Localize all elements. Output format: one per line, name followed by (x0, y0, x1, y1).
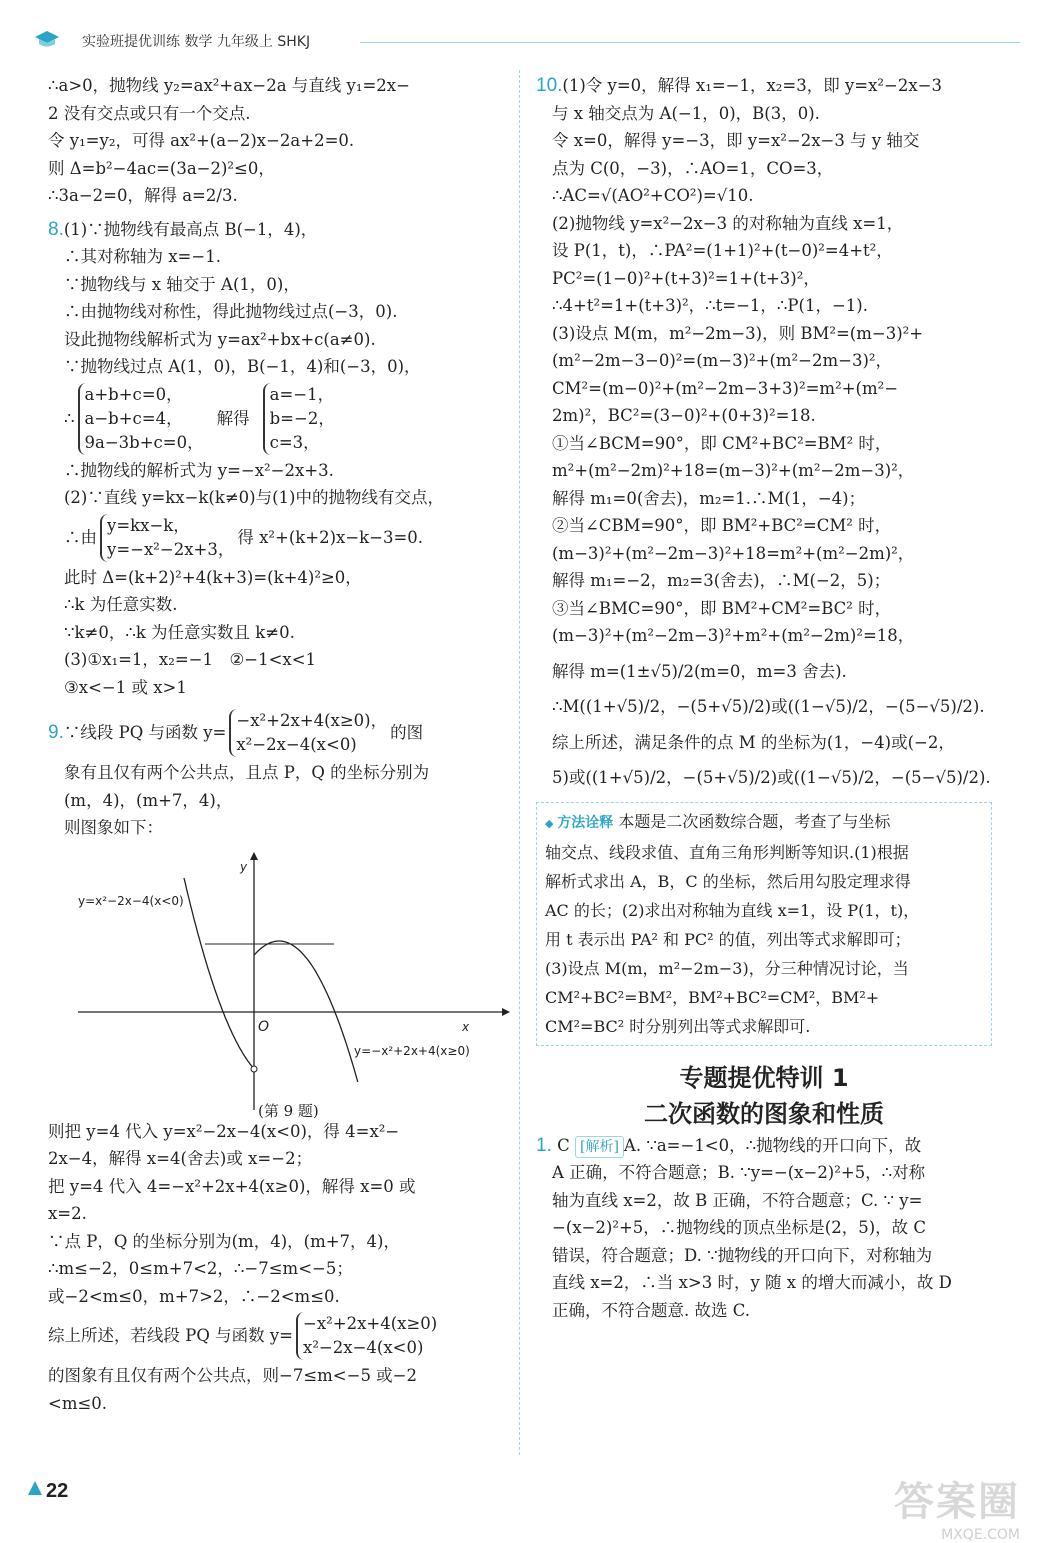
text-line: −(x−2)²+5，∴抛物线的顶点坐标是(2，5)，故 C (552, 1218, 927, 1237)
method-explanation-box (536, 802, 992, 1046)
question-8 (48, 216, 510, 702)
topic-line-2: 二次函数的图象和性质 (644, 1099, 884, 1128)
watermark (850, 1470, 1020, 1543)
y-axis-label: y (240, 859, 248, 874)
equation: −x²+2x+4(x≥0)， (236, 711, 388, 730)
right-curve-label: y=−x²+2x+4(x≥0) (354, 1043, 470, 1058)
text-line: 设 P(1，t)，∴PA²=(1+1)²+(t−0)²=4+t²， (552, 241, 893, 260)
text-line: ∴4+t²=1+(t+3)²，∴t=−1，∴P(1，−1). (552, 296, 868, 315)
left-parabola (184, 878, 254, 1069)
question-number: 8. (48, 218, 64, 240)
figure-caption: (第 9 题) (258, 1101, 319, 1120)
text-line: 解得 m=(1±√5)/2(m=0，m=3 舍去). (552, 661, 847, 681)
text-line: (3)①x₁=1，x₂=−1 ②−1<x<1 (64, 650, 317, 669)
piecewise-brace (229, 709, 387, 757)
page-number: 22 (28, 1480, 68, 1503)
text-line: 轴交点、线段求值、直角三角形判断等知识.(1)根据 (545, 842, 909, 862)
left-curve-label: y=x²−2x−4(x<0) (78, 893, 184, 908)
text-line: 解析式求出 A，B，C 的坐标，然后用勾股定理求得 (545, 871, 911, 891)
text-line: 则 Δ=b²−4ac=(3a−2)²≤0， (48, 158, 275, 178)
equation-system: ∴ a+b+c=0， a−b+c=4， 9a−3b+c=0， 解得 a=−1， b=−2， c=3， (48, 383, 510, 455)
method-badge: ◆ 方法诠释 (545, 809, 613, 838)
text-line: ∴a>0，抛物线 y₂=ax²+ax−2a 与直线 y₁=2x− (48, 76, 410, 95)
text-line: 轴为直线 x=2，故 B 正确，不符合题意；C. ∵ y= (552, 1190, 923, 1210)
text-line: ②当∠CBM=90°，即 BM²+BC²=CM² 时， (552, 516, 892, 535)
text-line: 综上所述，满足条件的点 M 的坐标为(1，−4)或(−2， (552, 732, 955, 752)
system-brace (100, 514, 234, 562)
text-line: ∵点 P，Q 的坐标分别为(m，4)，(m+7，4)， (48, 1231, 400, 1251)
topic-line-1: 专题提优特训 1 (679, 1063, 849, 1092)
equation: a+b+c=0， (84, 384, 183, 404)
question-number: 1. (536, 1134, 552, 1156)
equation: b=−2， (269, 408, 335, 428)
open-point (251, 1066, 257, 1072)
text-line: (2)∵直线 y=kx−k(k≠0)与(1)中的抛物线有交点， (64, 488, 444, 507)
text-line: AC 的长；(2)求出对称轴为直线 x=1，设 P(1，t)， (545, 900, 920, 920)
text-line: 错误，符合题意；D. ∵抛物线的开口向下，对称轴为 (552, 1245, 933, 1265)
text-line: ∵抛物线过点 A(1，0)，B(−1，4)和(−3，0)， (64, 357, 421, 376)
piecewise-intro (48, 709, 510, 757)
equation: −x²+2x+4(x≥0) (303, 1314, 438, 1333)
text-line: (m−3)²+(m²−2m−3)²+18=m²+(m²−2m)²， (552, 543, 915, 563)
header-title: 实验班提优训练 数学 九年级上 SHKJ (82, 34, 311, 50)
equation: a−b+c=4， (84, 408, 183, 428)
text-line: (2)抛物线 y=x²−2x−3 的对称轴为直线 x=1， (552, 213, 904, 233)
text-line: 解得 m₁=−2，m₂=3(舍去)，∴M(−2，5)； (552, 571, 891, 590)
answer: C (557, 1135, 570, 1155)
text-line: 直线 x=2，∴当 x>3 时，y 随 x 的增大而减小，故 D (552, 1273, 952, 1292)
text-line: 2m)²，BC²=(3−0)²+(0+3)²=18. (552, 406, 816, 425)
system-brace (78, 383, 204, 455)
solution-brace (263, 383, 335, 455)
text-line: ∴3a−2=0，解得 a=2/3. (48, 186, 238, 205)
watermark-text: 答案圈 (894, 1479, 1020, 1525)
text-line: ∴抛物线的解析式为 y=−x²−2x+3. (64, 460, 334, 480)
text-line: CM²=(m−0)²+(m²−2m−3+3)²=m²+(m²− (552, 378, 899, 398)
equation: x²−2x−4(x<0) (236, 735, 357, 754)
text-line: CM²=BC² 时分别列出等式求解即可. (545, 1016, 811, 1036)
text-line: <m≤0. (48, 1393, 108, 1413)
text-line: ③当∠BMC=90°，即 BM²+CM²=BC² 时， (552, 598, 892, 618)
text-line: 或−2<m≤0，m+7>2，∴−2<m≤0. (48, 1286, 340, 1306)
equation: a=−1， (269, 384, 335, 404)
equation: y=−x²−2x+3， (107, 539, 235, 559)
text-line: 则图象如下： (64, 818, 163, 837)
text-line: ∵线段 PQ 与函数 y= (63, 723, 227, 743)
analysis-tag: [解析] (575, 1136, 624, 1158)
text-line: 则把 y=4 代入 y=x²−2x−4(x<0)，得 4=x²− (48, 1121, 400, 1141)
text-line: (m²−2m−3−0)²=(m−3)²+(m²−2m−3)²， (552, 351, 893, 370)
equation: 9a−3b+c=0， (84, 432, 204, 452)
topic-heading (536, 1060, 992, 1132)
text-line: 此时 Δ=(k+2)²+4(k+3)=(k+4)²≥0， (64, 567, 362, 587)
text-line: 5)或((1+√5)/2，−(5+√5)/2)或((1−√5)/2，−(5−√5)/2). (552, 768, 991, 787)
question-1 (536, 1132, 992, 1325)
page-marker-icon (28, 1481, 42, 1495)
text-line: ∴AC=√(AO²+CO²)=√10. (552, 186, 754, 205)
text-line: ∴由 (64, 527, 97, 547)
question-number: 10. (536, 75, 563, 96)
question-9 (48, 709, 510, 1417)
origin-label: O (258, 1018, 270, 1035)
solve-word: 解得 (216, 408, 250, 428)
text-line: (m−3)²+(m²−2m−3)²+m²+(m²−2m)²=18， (552, 626, 915, 645)
column-divider (519, 70, 520, 1455)
text-line: CM²+BC²=BM²，BM²+BC²=CM²，BM²+ (545, 987, 880, 1007)
question-10 (536, 72, 992, 792)
text-line: ∴其对称轴为 x=−1. (64, 247, 221, 266)
equation: c=3， (269, 432, 320, 452)
text-line: ③x<−1 或 x>1 (64, 677, 187, 697)
text-line: 设此抛物线解析式为 y=ax²+bx+c(a≠0). (64, 329, 376, 349)
header-rule (360, 42, 1020, 43)
text-line: 点为 C(0，−3)，∴AO=1，CO=3， (552, 158, 834, 178)
summary-piecewise (48, 1312, 510, 1360)
text-line: 令 y₁=y₂，可得 ax²+(a−2)x−2a+2=0. (48, 131, 355, 150)
text-line: (1)令 y=0，解得 x₁=−1，x₂=3，即 y=x²−2x−3 (562, 76, 943, 95)
text-line: 象有且仅有两个公共点，且点 P，Q 的坐标分别为 (64, 763, 430, 782)
figure-q9 (78, 848, 518, 1118)
q7-continuation (48, 72, 510, 210)
x-axis-label: x (462, 1019, 470, 1034)
text-line: 2 没有交点或只有一个交点. (48, 103, 251, 123)
text-line: 2x−4，解得 x=4(舍去)或 x=−2； (48, 1149, 313, 1168)
page-header (30, 28, 1020, 52)
equation: y=kx−k， (107, 515, 190, 535)
question-number: 9. (48, 722, 64, 744)
text-line: 把 y=4 代入 4=−x²+2x+4(x≥0)，解得 x=0 或 (48, 1176, 416, 1196)
text-line: ∴M((1+√5)/2，−(5+√5)/2)或((1−√5)/2，−(5−√5)/2). (552, 697, 985, 716)
text-line: (3)设点 M(m，m²−2m−3)，分三种情况讨论，当 (545, 958, 909, 978)
piecewise-brace (296, 1312, 437, 1360)
text-line: 的图象有且仅有两个公共点，则−7≤m<−5 或−2 (48, 1366, 418, 1385)
text-line: ∴由抛物线对称性，得此抛物线过点(−3，0). (64, 302, 398, 321)
text-line: x=2. (48, 1204, 87, 1223)
equation-system (48, 514, 510, 562)
text-line: A 正确，不符合题意；B. ∵y=−(x−2)²+5，∴对称 (552, 1163, 926, 1182)
text-line: PC²=(1−0)²+(t+3)²=1+(t+3)²， (552, 268, 820, 288)
text-line: (1)∵抛物线有最高点 B(−1，4)， (63, 219, 318, 239)
text-line: 正确，不符合题意. 故选 C. (552, 1300, 751, 1320)
text-line: m²+(m²−2m)²+18=(m−3)²+(m²−2m−3)²， (552, 461, 915, 480)
text-line: 本题是二次函数综合题，考查了与坐标 (618, 811, 891, 831)
equation: x²−2x−4(x<0) (303, 1338, 424, 1357)
text-line: ∴m≤−2，0≤m+7<2，∴−7≤m<−5； (48, 1259, 353, 1278)
text-line: (3)设点 M(m，m²−2m−3)，则 BM²=(m−3)²+ (552, 323, 924, 343)
text-line: (m，4)，(m+7，4)， (64, 790, 233, 810)
text-line: ∵k≠0，∴k 为任意实数且 k≠0. (64, 622, 295, 642)
watermark-url: MXQE.COM (941, 1527, 1020, 1543)
text-line: 解得 m₁=0(舍去)，m₂=1.∴M(1，−4)； (552, 488, 866, 508)
text-line: 与 x 轴交点为 A(−1，0)，B(3，0). (552, 103, 820, 123)
text-line: 用 t 表示出 PA² 和 PC² 的值，列出等式求解即可； (545, 929, 911, 949)
text-line: 得 x²+(k+2)x−k−3=0. (237, 527, 424, 547)
text-line: ∴k 为任意实数. (64, 595, 178, 614)
right-column (536, 72, 992, 1324)
text-line: ①当∠BCM=90°，即 CM²+BC²=BM² 时， (552, 433, 892, 453)
text-line: 的图 (390, 723, 424, 743)
text-line: 令 x=0，解得 y=−3，即 y=x²−2x−3 与 y 轴交 (552, 131, 920, 150)
text-line: ∵抛物线与 x 轴交于 A(1，0)， (64, 274, 300, 294)
text-line: A. ∵a=−1<0，∴抛物线的开口向下，故 (623, 1135, 922, 1155)
left-column (48, 72, 510, 1417)
book-logo-icon (34, 30, 60, 50)
text-line: 综上所述，若线段 PQ 与函数 y= (48, 1326, 294, 1346)
